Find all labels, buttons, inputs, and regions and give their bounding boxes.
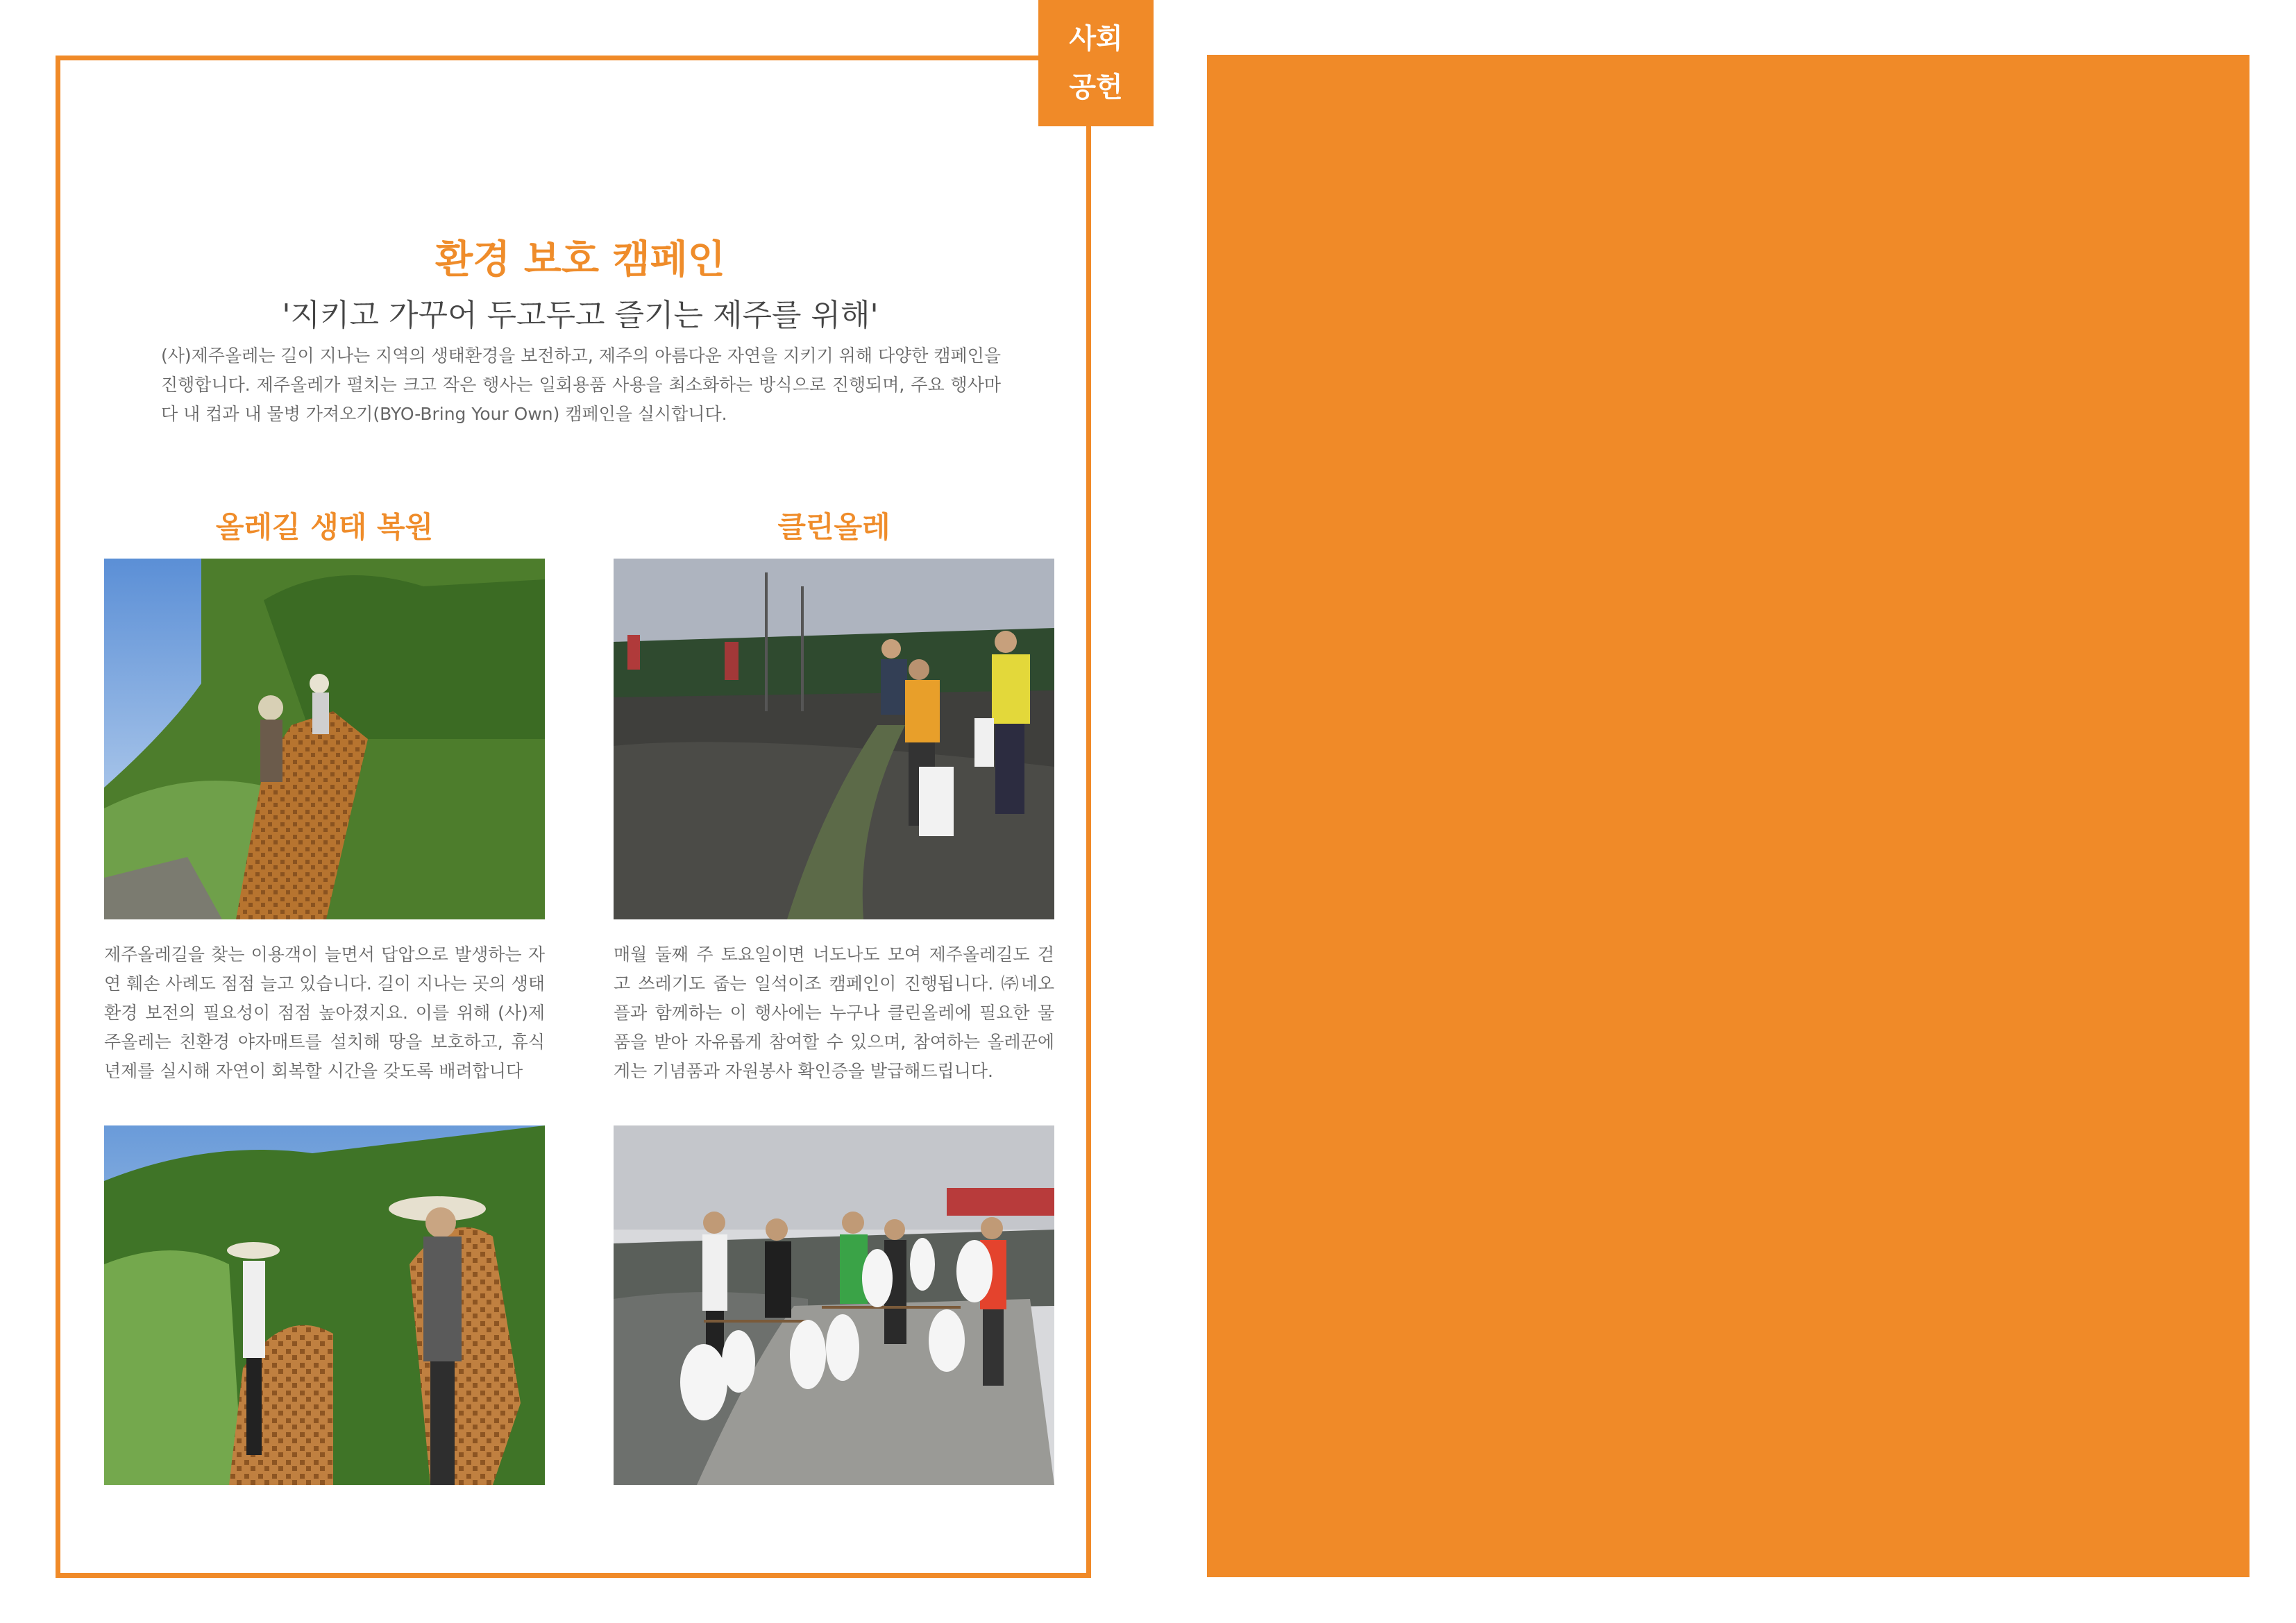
section-description-trail-restoration: 제주올레길을 찾는 이용객이 늘면서 답압으로 발생하는 자연 훼손 사례도 점점 늘고 있습니다. 길이 지나는 곳의 생태환경 보전의 필요성이 점점 높아졌지요. 이를 위해 (사)제주올레는 친환경 야자매트를 설치해 땅을 보호하고, 휴식년제를 실시해 자연이 회복할 시간을 갖도록 배려합니다 bbox=[104, 944, 545, 1081]
right-page-panel bbox=[1207, 55, 2249, 1577]
photo-clean-olle-2 bbox=[614, 1125, 1054, 1485]
section-title-trail-restoration: 올레길 생태 복원 bbox=[215, 510, 434, 544]
page-title: 환경 보호 캠페인 bbox=[435, 237, 725, 282]
photo-trail-restoration-2 bbox=[104, 1125, 545, 1485]
intro-paragraph: (사)제주올레는 길이 지나는 지역의 생태환경을 보전하고, 제주의 아름다운 자연을 지키기 위해 다양한 캠페인을 진행합니다. 제주올레가 펼치는 크고 작은 행사는 일회용품 사용을 최소화하는 방식으로 진행되며, 주요 행사마다 내 컵과 내 물병 가져오기(BYO-Bring Your Own) 캠페인을 실시합니다. bbox=[161, 346, 1001, 424]
section-title-clean-olle: 클린올레 bbox=[777, 510, 890, 544]
photo-trail-restoration-1 bbox=[104, 559, 545, 919]
category-tab bbox=[1038, 0, 1154, 126]
category-tab-line1: 사회 bbox=[1069, 23, 1123, 55]
section-description-clean-olle: 매월 둘째 주 토요일이면 너도나도 모여 제주올레길도 걷고 쓰레기도 줍는 일석이조 캠페인이 진행됩니다. ㈜네오플과 함께하는 이 행사에는 누구나 클린올레에 필요한 물품을 받아 자유롭게 참여할 수 있으며, 참여하는 올레꾼에게는 기념품과 자원봉사 확인증을 발급해드립니다. bbox=[614, 944, 1054, 1081]
page-subtitle: '지키고 가꾸어 두고두고 즐기는 제주를 위해' bbox=[282, 298, 879, 333]
photo-clean-olle-1 bbox=[614, 559, 1054, 919]
category-tab-line2: 공헌 bbox=[1069, 71, 1123, 103]
